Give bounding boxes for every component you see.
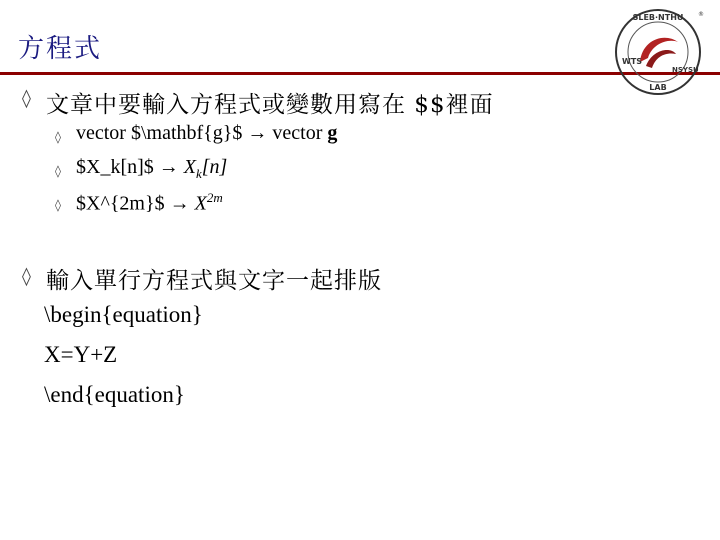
equation-line-3: \end{equation}	[44, 382, 185, 407]
arrow-icon: →	[169, 192, 190, 215]
bullet-2-text: 輸入單行方程式與文字一起排版	[46, 268, 382, 294]
diamond-bullet-icon: ◊	[22, 88, 31, 109]
diamond-bullet-icon: ◊	[22, 266, 31, 287]
bullet-1-text: 文章中要輸入方程式或變數用寫在 $$裡面	[46, 92, 494, 118]
registered-mark: ®	[698, 11, 704, 18]
lab-logo	[612, 6, 704, 98]
arrow-icon: →	[247, 122, 268, 144]
sub-diamond-bullet-icon: ◊	[55, 198, 61, 212]
subitem-2-code: $X_k[n]$	[76, 156, 154, 178]
sub-diamond-bullet-icon: ◊	[55, 164, 61, 178]
subitem-2-result-rest: [n]	[201, 156, 228, 178]
subitem-3-code: $X^{2m}$	[76, 192, 165, 215]
logo-text-bottom: LAB	[649, 83, 667, 92]
subitem-2-result-base: X	[183, 156, 196, 178]
subitem-1-result-bold: g	[327, 122, 338, 144]
equation-line-2: X=Y+Z	[44, 342, 118, 367]
subitem-3	[76, 190, 223, 216]
arrow-icon: →	[158, 156, 179, 178]
logo-text-right: NSYSU	[672, 66, 699, 74]
subitem-3-result-base: X	[194, 192, 207, 215]
subitem-3-result-sup: 2m	[206, 190, 223, 205]
logo-text-left: WTS	[622, 57, 643, 66]
subitem-2	[76, 156, 227, 182]
slide-title: 方程式	[18, 34, 103, 64]
subitem-1-code: vector $\mathbf{g}$	[76, 122, 243, 144]
logo-text-top: SLEB·NTHU	[632, 13, 684, 22]
subitem-1-result-plain: vector	[272, 122, 323, 144]
sub-diamond-bullet-icon: ◊	[55, 130, 61, 144]
subitem-1	[76, 122, 337, 145]
equation-line-1: \begin{equation}	[44, 302, 203, 327]
subitem-2-result-sub: k	[195, 166, 202, 181]
